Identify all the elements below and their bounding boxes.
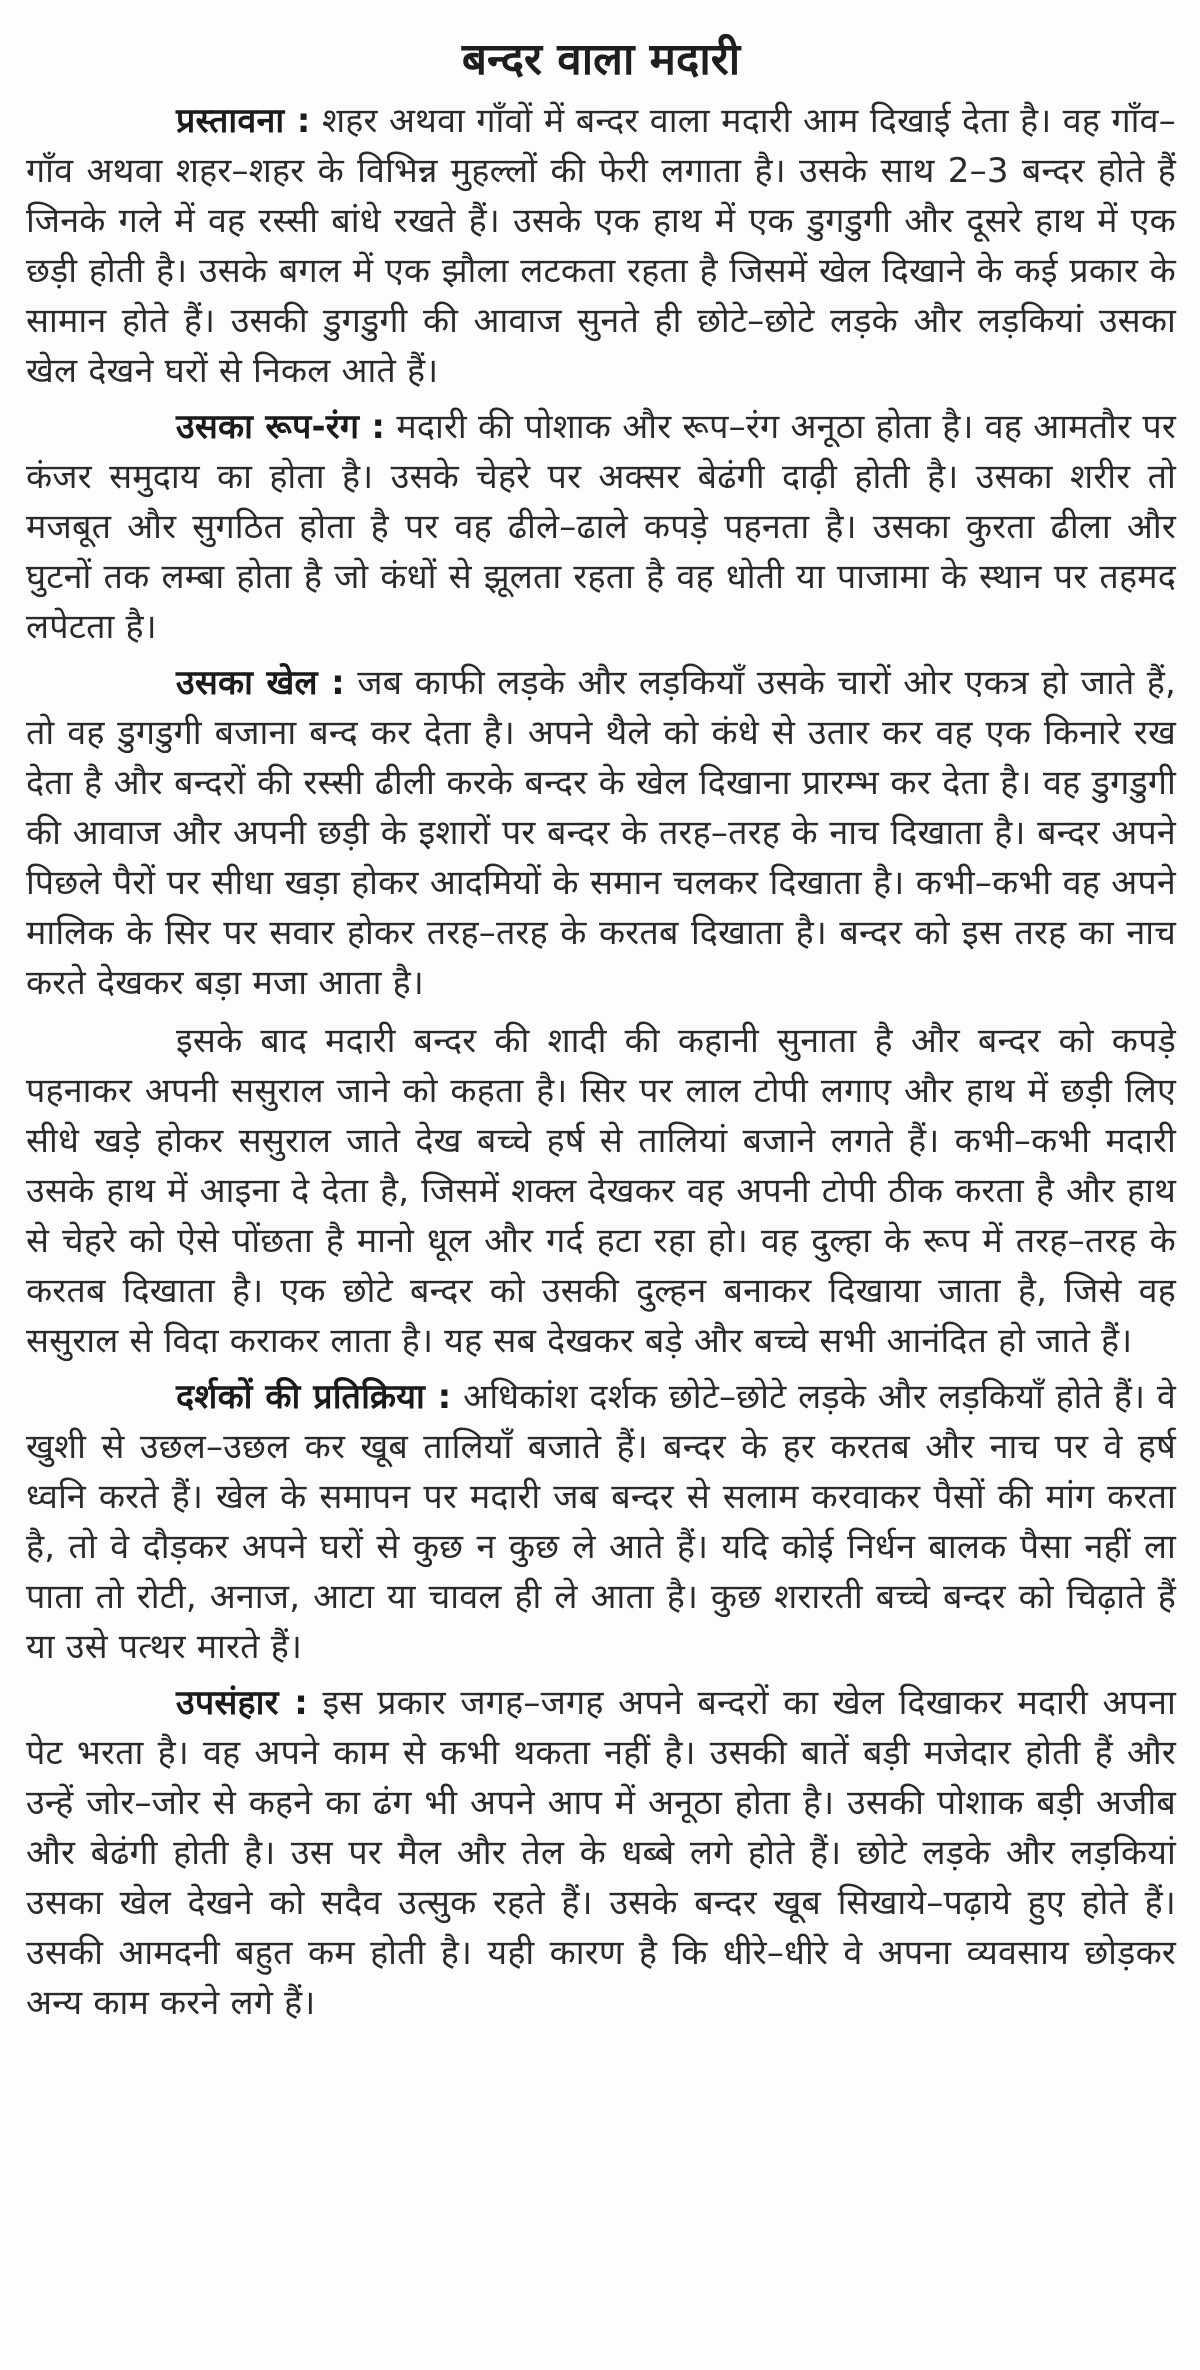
- paragraph-heading: उपसंहार :: [176, 1683, 309, 1723]
- paragraph-audience-reaction: [26, 1372, 1176, 1672]
- paragraph-show: [26, 658, 1176, 1008]
- paragraph-text: इसके बाद मदारी बन्दर की शादी की कहानी सुनाता है और बन्दर को कपड़े पहनाकर अपनी ससुराल जाने को कहता है। सिर पर लाल टोपी लगाए और हाथ में छड़ी लिए सीधे खड़े होकर ससुराल जाते देख बच्चे हर्ष से तालियां बजाने लगते हैं। कभी–कभी मदारी उसके हाथ में आइना दे देता है, जिसमें शक्ल देखकर वह अपनी टोपी ठीक करता है और हाथ से चेहरे को ऐसे पोंछता है मानो धूल और गर्द हटा रहा हो। वह दुल्हा के रूप में तरह–तरह के करतब दिखाता है। एक छोटे बन्दर को उसकी दुल्हन बनाकर दिखाया जाता है, जिसे वह ससुराल से विदा कराकर लाता है। यह सब देखकर बड़े और बच्चे सभी आनंदित हो जाते हैं।: [26, 1021, 1176, 1361]
- paragraph-heading: उसका खेल :: [176, 663, 345, 703]
- paragraph-heading: उसका रूप-रंग :: [176, 407, 386, 447]
- essay-title: बन्दर वाला मदारी: [461, 34, 741, 85]
- paragraph-heading: दर्शकों की प्रतिक्रिया :: [176, 1377, 452, 1417]
- paragraph-appearance: [26, 402, 1176, 652]
- paragraph-wedding-act: [26, 1016, 1176, 1366]
- paragraph-text: मदारी की पोशाक और रूप–रंग अनूठा होता है। वह आमतौर पर कंजर समुदाय का होता है। उसके चेहरे पर अक्सर बेढंगी दाढ़ी होती है। उसका शरीर तो मजबूत और सुगठित होता है पर वह ढीले–ढाले कपड़े पहनता है। उसका कुरता ढीला और घुटनों तक लम्बा होता है जो कंधों से झूलता रहता है वह धोती या पाजामा के स्थान पर तहमद लपेटता है।: [26, 407, 1176, 647]
- paragraph-heading: प्रस्तावना :: [176, 101, 311, 141]
- paragraph-text: इस प्रकार जगह–जगह अपने बन्दरों का खेल दिखाकर मदारी अपना पेट भरता है। वह अपने काम से कभी थकता नहीं है। उसकी बातें बड़ी मजेदार होती हैं और उन्हें जोर–जोर से कहने का ढंग भी अपने आप में अनूठा होता है। उसकी पोशाक बड़ी अजीब और बेढंगी होती है। उस पर मैल और तेल के धब्बे लगे होते हैं। छोटे लड़के और लड़कियां उसका खेल देखने को सदैव उत्सुक रहते हैं। उसके बन्दर खूब सिखाये–पढ़ाये हुए होते हैं। उसकी आमदनी बहुत कम होती है। यही कारण है कि धीरे–धीरे वे अपना व्यवसाय छोड़कर अन्य काम करने लगे हैं।: [26, 1683, 1177, 2023]
- paragraph-conclusion: [26, 1678, 1176, 2028]
- paragraph-text: जब काफी लड़के और लड़कियाँ उसके चारों ओर एकत्र हो जाते हैं, तो वह डुगडुगी बजाना बन्द कर देता है। अपने थैले को कंधे से उतार कर वह एक किनारे रख देता है और बन्दरों की रस्सी ढीली करके बन्दर के खेल दिखाना प्रारम्भ कर देता है। वह डुगडुगी की आवाज और अपनी छड़ी के इशारों पर बन्दर के तरह–तरह के नाच दिखाता है। बन्दर अपने पिछले पैरों पर सीधा खड़ा होकर आदमियों के समान चलकर दिखाता है। कभी–कभी वह अपने मालिक के सिर पर सवार होकर तरह–तरह के करतब दिखाता है। बन्दर को इस तरह का नाच करते देखकर बड़ा मजा आता है।: [26, 663, 1176, 1003]
- paragraph-text: शहर अथवा गाँवों में बन्दर वाला मदारी आम दिखाई देता है। वह गाँव–गाँव अथवा शहर–शहर के विभिन्न मुहल्लों की फेरी लगाता है। उसके साथ 2–3 बन्दर होते हैं जिनके गले में वह रस्सी बांधे रखते हैं। उसके एक हाथ में एक डुगडुगी और दूसरे हाथ में एक छड़ी होती है। उसके बगल में एक झौला लटकता रहता है जिसमें खेल दिखाने के कई प्रकार के सामान होते हैं। उसकी डुगडुगी की आवाज सुनते ही छोटे–छोटे लड़के और लड़कियां उसका खेल देखने घरों से निकल आते हैं।: [26, 101, 1176, 391]
- paragraph-text: अधिकांश दर्शक छोटे–छोटे लड़के और लड़कियाँ होते हैं। वे खुशी से उछल–उछल कर खूब तालियाँ बजाते हैं। बन्दर के हर करतब और नाच पर वे हर्ष ध्वनि करते हैं। खेल के समापन पर मदारी जब बन्दर से सलाम करवाकर पैसों की मांग करता है, तो वे दौड़कर अपने घरों से कुछ न कुछ ले आते हैं। यदि कोई निर्धन बालक पैसा नहीं ला पाता तो रोटी, अनाज, आटा या चावल ही ले आता है। कुछ शरारती बच्चे बन्दर को चिढ़ाते हैं या उसे पत्थर मारते हैं।: [26, 1377, 1177, 1667]
- paragraph-introduction: [26, 96, 1176, 396]
